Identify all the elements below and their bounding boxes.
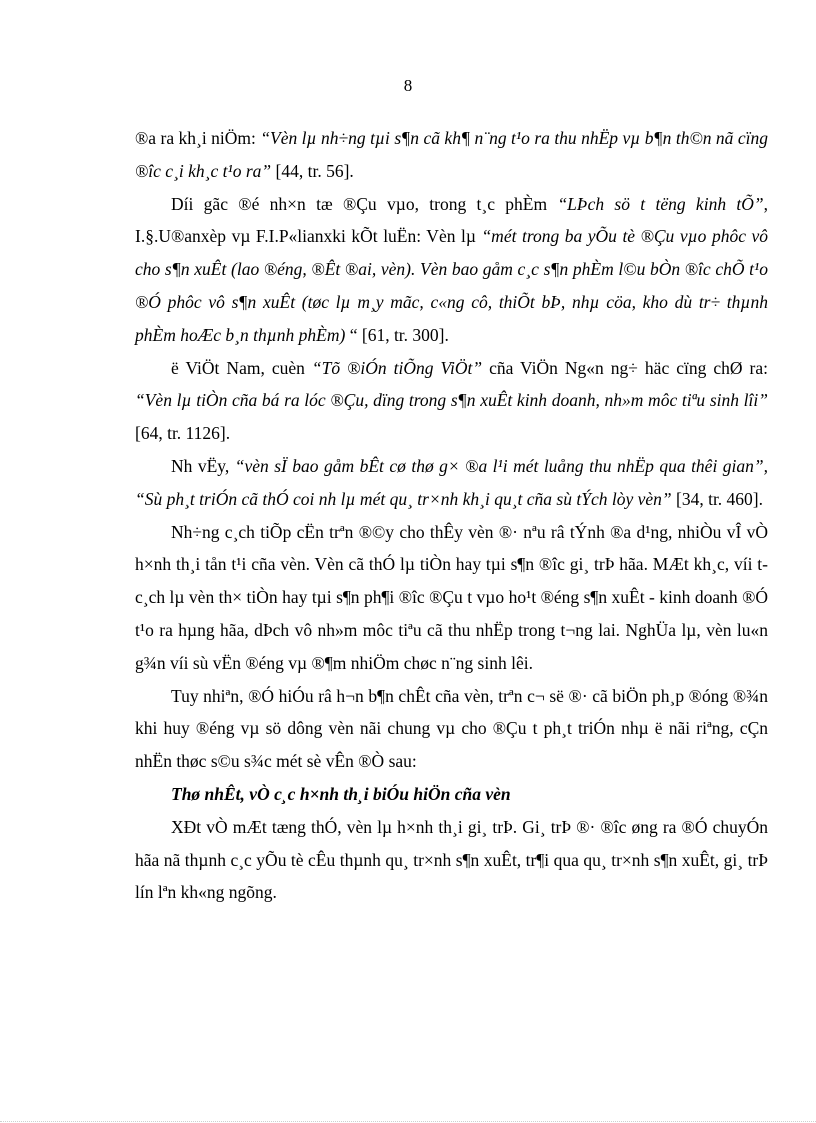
citation-run: [64, tr. 1126]. [135,423,231,444]
text-run: cña ViÖn Ng«n ng÷ häc cïng chØ ra: [482,357,768,378]
paragraph-vietnamese-dictionary [135,352,768,450]
citation-run: “ [61, tr. 300]. [345,324,449,345]
paragraph-capital-accumulation [135,450,768,516]
page-number: 8 [403,76,413,95]
quote-run: “Vèn lµ nh÷ng tµi s¶n cã kh¶ n¨ng t¹o ra thu nhËp vµ b¶n th©n nã cïng ®îc c¸i kh¸c t¹o ra” [135,128,768,181]
citation-run: [44, tr. 56]. [271,160,354,181]
paragraph-understanding-nature [135,680,768,778]
text-run: ë ViÖt Nam, cuèn [171,357,312,378]
paragraph-economic-history-view [135,188,768,352]
book-title-run: “LÞch sö t tëng kinh tÕ” [557,193,764,214]
paragraph-approaches-summary [135,516,768,680]
text-run: Tuy nhiªn, ®Ó hiÓu râ h¬n b¶n chÊt cña vèn, trªn c¬ së ®· cã biÖn ph¸p ®óng ®¾n khi huy ®éng vµ sö dông vèn nãi chung vµ cho ®Çu t ph¸t triÓn nhµ ë nãi riªng, cÇn nhËn thøc s©u s¾c mét sè vÊn ®Ò sau: [135,685,768,772]
section-heading-first-forms [135,778,768,811]
book-title-run: “Tõ ®iÓn tiÕng ViÖt” [311,357,483,378]
text-run: Díi gãc ®é nh×n tæ ®Çu vµo, trong t¸c phÈm [171,193,558,214]
text-run: Nh÷ng c¸ch tiÕp cËn trªn ®©y cho thÊy vèn ®· nªu râ tÝnh ®a d¹ng, nhiÒu vÎ vÒ h×nh th¸i tån t¹i cña vèn. Vèn cã thÓ lµ tiÒn hay tµi s¶n ®îc gi¸ trÞ hãa. MÆt kh¸c, víi t c¸ch lµ vèn th× tiÒn hay tµi s¶n ph¶i ®îc ®Çu t vµo ho¹t ®éng s¶n xuÊt - kinh doanh ®Ó t¹o ra hµng hãa, dÞch vô nh»m môc tiªu cã thu nhËp trong t¬ng lai. NghÜa lµ, vèn lu«n g¾n víi sù vËn ®éng vµ ®¶m nhiÖm chøc n¨ng sinh lêi. [135,521,768,673]
text-run: XÐt vÒ mÆt tæng thÓ, vèn lµ h×nh th¸i gi¸ trÞ. Gi¸ trÞ ®· ®îc øng ra ®Ó chuyÓn hãa nã thµnh c¸c yÕu tè cÊu thµnh qu¸ tr×nh s¶n xuÊt, tr¶i qua qu¸ tr×nh s¶n xuÊt, gi¸ trÞ lín lªn kh«ng ngõng. [135,816,768,903]
heading-text: Thø nhÊt, vÒ c¸c h×nh th¸i biÓu hiÖn cña vèn [171,783,511,804]
text-run: ®a ra kh¸i niÖm: [135,128,261,148]
quote-run: “vèn sÏ bao gåm bÊt cø thø g× ®a l¹i mét luång thu nhËp qua thêi gian”, “Sù ph¸t triÓn cã thÓ coi nh lµ mét qu¸ tr×nh kh¸i qu¸t cña sù tÝch lòy vèn” [135,455,768,509]
citation-run: [34, tr. 460]. [671,488,764,509]
text-run: , I.§.U®anxèp vµ F.I.P«lianxki kÕt luËn: Vèn lµ [135,193,768,247]
paragraph-value-form [135,811,768,909]
paragraph-definition-continuation [135,122,768,188]
page-body [135,122,768,909]
quote-run: “mét trong ba yÕu tè ®Çu vµo phôc vô cho s¶n xuÊt (lao ®éng, ®Êt ®ai, vèn). Vèn bao gåm c¸c s¶n phÈm l©u bÒn ®îc chÕ t¹o ®Ó phôc vô s¶n xuÊt (tøc lµ m¸y mãc, c«ng cô, thiÕt bÞ, nhµ cöa, kho dù tr÷ thµnh phÈm hoÆc b¸n thµnh phÈm) [135,226,768,345]
quote-run: “Vèn lµ tiÒn cña bá ra lóc ®Çu, dïng trong s¶n xuÊt kinh doanh, nh»m môc tiªu sinh lîi” [135,390,768,411]
text-run: Nh vËy, [171,455,235,476]
